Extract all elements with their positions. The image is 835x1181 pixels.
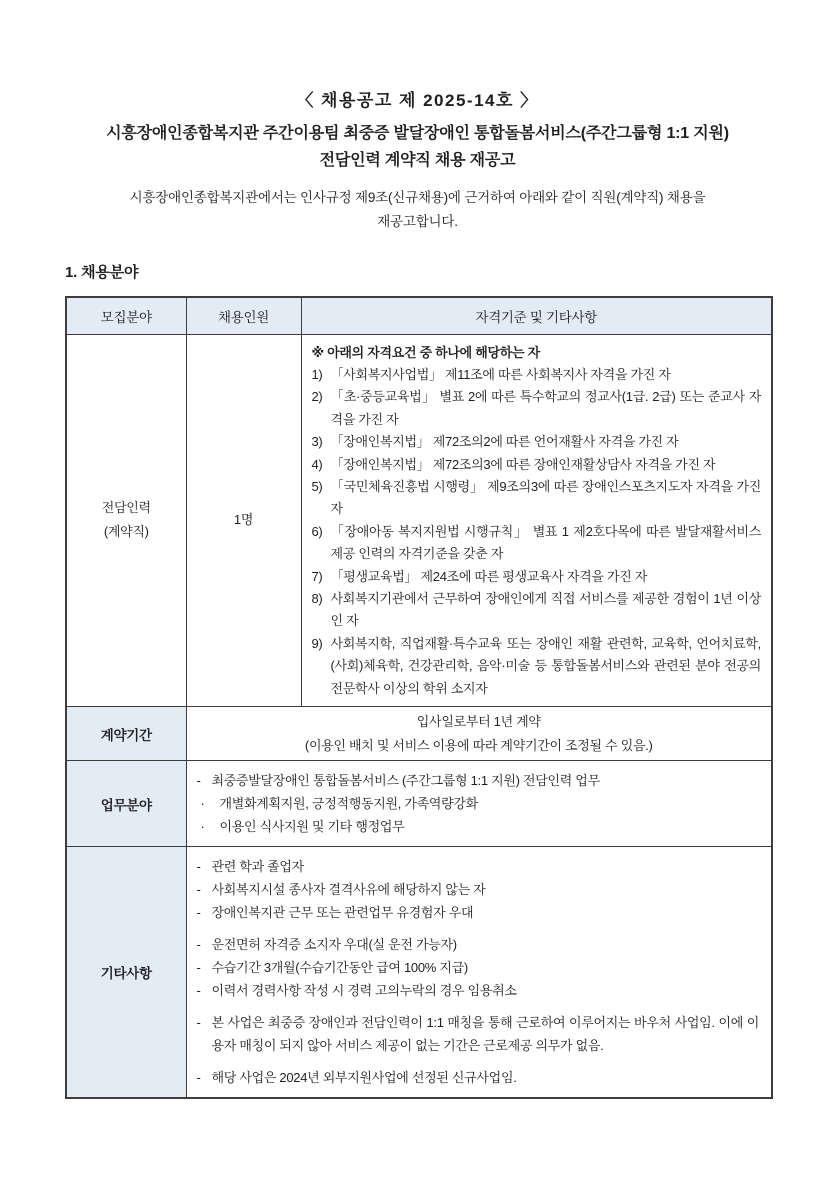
- duty-item: [197, 815, 760, 838]
- dash-mark: -: [196, 882, 201, 897]
- qualifications-note: ※ 아래의 자격요건 중 하나에 해당하는 자: [311, 344, 540, 360]
- qualification-item: [312, 386, 762, 431]
- item-text: 수습기간 3개월(수습기간동안 급여 100% 지급): [211, 960, 468, 975]
- item-text: 장애인복지관 근무 또는 관련업무 유경험자 우대: [211, 905, 474, 920]
- cell-contract-period: [186, 707, 772, 761]
- item-number: 8): [311, 590, 323, 606]
- row-label-duties: 업무분야: [66, 761, 186, 847]
- item-text: 해당 사업은 2024년 외부지원사업에 선정된 신규사업임.: [211, 1070, 517, 1085]
- bullet-mark: -: [196, 773, 201, 788]
- dash-mark: -: [196, 960, 201, 975]
- item-text: 본 사업은 최중증 장애인과 전담인력이 1:1 매칭을 통해 근로하여 이루어지는 바우처 사업임. 이에 이용자 매칭이 되지 않아 서비스 제공이 없는 기간은 근로제공 의무가 없음.: [211, 1015, 759, 1053]
- qualification-item: [312, 521, 762, 566]
- item-number: 5): [311, 478, 323, 494]
- etc-item: [197, 1066, 760, 1089]
- qualification-item: [312, 476, 762, 521]
- duty-item: [197, 792, 760, 815]
- item-text: 개별화계획지원, 긍정적행동지원, 가족역량강화: [219, 796, 478, 811]
- item-number: 7): [311, 568, 323, 584]
- dash-mark: -: [196, 859, 201, 874]
- section-heading-recruit-field: 1. 채용분야: [65, 264, 139, 281]
- item-text: 사회복지시설 종사자 결격사유에 해당하지 않는 자: [211, 882, 486, 897]
- etc-group: [197, 933, 760, 1002]
- item-number: 2): [311, 389, 323, 405]
- column-header-qualifications: 자격기준 및 기타사항: [301, 297, 772, 334]
- dash-mark: -: [196, 905, 201, 920]
- table-row-recruit: [66, 334, 772, 707]
- duty-item: [197, 769, 760, 792]
- dash-mark: -: [196, 937, 201, 952]
- item-number: 3): [311, 434, 323, 450]
- document-title-line1: 시흥장애인종합복지관 주간이용팀 최중증 발달장애인 통합돌봄서비스(주간그룹형 1:1 지원): [106, 125, 729, 142]
- item-text: 운전면허 자격증 소지자 우대(실 운전 가능자): [211, 937, 457, 952]
- item-text: 최중증발달장애인 통합돌봄서비스 (주간그룹형 1:1 지원) 전담인력 업무: [211, 773, 600, 788]
- dash-mark: -: [196, 1015, 201, 1030]
- cell-headcount: 1명: [186, 334, 301, 707]
- qualification-item: [312, 566, 762, 588]
- item-number: 9): [311, 635, 323, 651]
- item-text: 「사회복지사업법」 제11조에 따른 사회복지사 자격을 가진 자: [330, 366, 671, 382]
- recruit-field-line2: (계약직): [103, 524, 149, 540]
- bullet-mark: ·: [200, 819, 205, 834]
- item-text: 관련 학과 졸업자: [211, 859, 304, 874]
- item-text: 「평생교육법」 제24조에 따른 평생교육사 자격을 가진 자: [330, 568, 648, 584]
- etc-item: [197, 901, 760, 924]
- dash-mark: -: [196, 983, 201, 998]
- contract-line1: 입사일로부터 1년 계약: [416, 713, 541, 729]
- etc-item: [197, 878, 760, 901]
- table-row-etc: [66, 847, 772, 1099]
- cell-etc: [186, 847, 772, 1099]
- recruitment-table: [65, 296, 773, 1099]
- contract-line2: (이용인 배치 및 서비스 이용에 따라 계약기간이 조정될 수 있음.): [304, 737, 653, 753]
- etc-item: [197, 1011, 760, 1057]
- cell-qualifications: [301, 334, 772, 707]
- item-text: 「장애인복지법」 제72조의2에 따른 언어재활사 자격을 가진 자: [330, 434, 679, 450]
- item-text: 「초·중등교육법」 별표 2에 따른 특수학교의 정교사(1급. 2급) 또는 준교사 자격을 가진 자: [330, 389, 761, 427]
- etc-group: [197, 1011, 760, 1057]
- intro-line1: 시흥장애인종합복지관에서는 인사규정 제9조(신규채용)에 근거하여 아래와 같이 직원(계약직) 채용을: [129, 190, 706, 205]
- document-title-line2: 전담인력 계약직 채용 재공고: [319, 152, 516, 169]
- etc-item: [197, 933, 760, 956]
- recruit-field-line1: 전담인력: [101, 500, 151, 516]
- row-label-contract-period: 계약기간: [66, 707, 186, 761]
- etc-item: [197, 855, 760, 878]
- column-header-recruit-field: 모집분야: [66, 297, 186, 334]
- qualification-item: [312, 364, 762, 386]
- table-row-duties: [66, 761, 772, 847]
- item-number: 4): [311, 456, 323, 472]
- item-text: 이력서 경력사항 작성 시 경력 고의누락의 경우 임용취소: [211, 983, 517, 998]
- intro-paragraph: [0, 186, 835, 234]
- qualification-item: [312, 431, 762, 453]
- item-number: 1): [311, 366, 323, 382]
- dash-mark: -: [196, 1070, 201, 1085]
- qualification-item: [312, 454, 762, 476]
- etc-group: [197, 855, 760, 924]
- column-header-headcount: 채용인원: [186, 297, 301, 334]
- bullet-mark: ·: [200, 796, 205, 811]
- table-row-contract-period: [66, 707, 772, 761]
- cell-recruit-field: [66, 334, 186, 707]
- item-text: 「장애인복지법」 제72조의3에 따른 장애인재활상담사 자격을 가진 자: [330, 456, 716, 472]
- etc-item: [197, 956, 760, 979]
- etc-group: [197, 1066, 760, 1089]
- intro-line2: 재공고합니다.: [377, 214, 458, 229]
- item-text: 「장애아동 복지지원법 시행규칙」 별표 1 제2호다목에 따른 발달재활서비스 제공 인력의 자격기준을 갖춘 자: [330, 523, 761, 562]
- item-text: 사회복지학, 직업재활·특수교육 또는 장애인 재활 관련학, 교육학, 언어치료학, (사회)체육학, 건강관리학, 음악·미술 등 통합돌봄서비스와 관련된 분야 전공의 전문학사 이상의 학위 소지자: [330, 635, 761, 696]
- item-number: 6): [311, 523, 323, 539]
- qualification-item: [312, 633, 762, 700]
- cell-duties: [186, 761, 772, 847]
- row-label-etc: 기타사항: [66, 847, 186, 1099]
- notice-number: 〈 채용공고 제 2025-14호 〉: [296, 91, 539, 110]
- table-header-row: [66, 297, 772, 334]
- title-block: [0, 86, 835, 234]
- item-text: 「국민체육진흥법 시행령」 제9조의3에 따른 장애인스포츠지도자 자격을 가진 자: [330, 478, 761, 517]
- item-text: 사회복지기관에서 근무하여 장애인에게 직접 서비스를 제공한 경험이 1년 이상인 자: [330, 590, 761, 629]
- content-area: [0, 261, 835, 1099]
- etc-item: [197, 979, 760, 1002]
- qualification-item: [312, 588, 762, 633]
- item-text: 이용인 식사지원 및 기타 행정업무: [219, 819, 405, 834]
